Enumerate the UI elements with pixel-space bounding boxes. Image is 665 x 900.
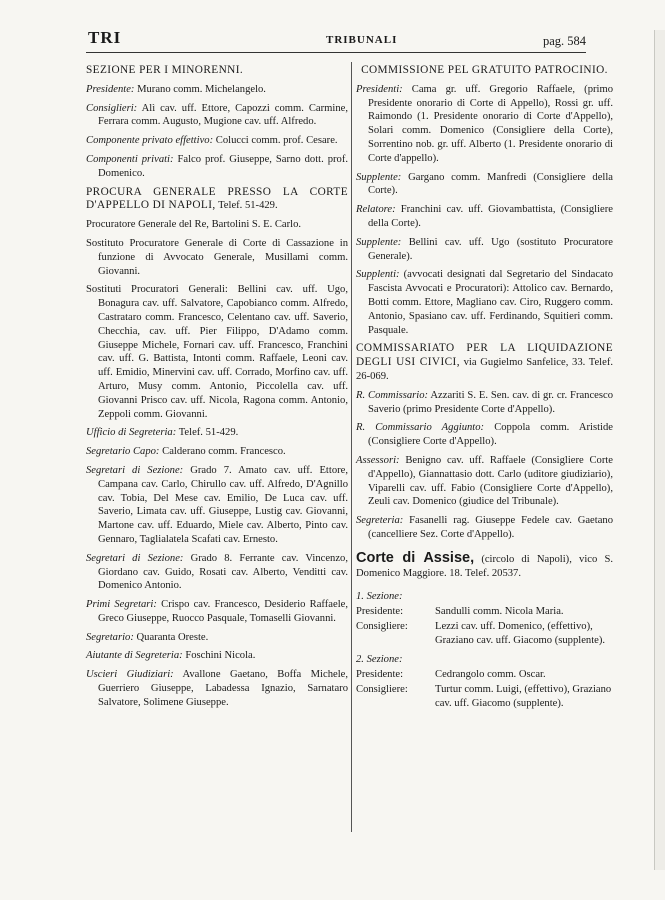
entry-presidente bbox=[86, 83, 348, 97]
section-address: (circolo di Napoli), vico S. Domenico Maggiore. 18. Telef. 20537. bbox=[356, 553, 613, 579]
section-telephone: Telef. 51-429. bbox=[218, 200, 278, 212]
right-column bbox=[356, 64, 613, 712]
entry-supplenti bbox=[356, 268, 613, 337]
entry-text: Cama gr. uff. Gregorio Raffaele, (primo Presidente onorario di Corte di Appello), Rossi gr. uff. Raimondo (1. Presidente onorario di Corte d'Appello), Solari comm. Domenico (Consigliere della Corte), Sorrentino nob. gr. uff. Alberto (1. Presidente onorario di Corte d'appello). bbox=[368, 83, 613, 164]
entry-label: Segretario: bbox=[86, 631, 134, 643]
entry-label: Supplente: bbox=[356, 171, 402, 183]
entry-label: Supplenti: bbox=[356, 269, 400, 281]
left-column bbox=[86, 64, 348, 715]
sez2-consigliere-row bbox=[356, 683, 613, 711]
section-corte-assise bbox=[356, 549, 613, 581]
row-label: Presidente: bbox=[356, 669, 404, 681]
entry-text: Bellini cav. uff. Ugo (sostituto Procuratore Generale). bbox=[368, 236, 613, 262]
entry-aiutante bbox=[86, 649, 348, 663]
entry-sostituti: Sostituti Procuratori Generali: Bellini cav. uff. Ugo, Bonagura cav. uff. Salvatore, Capobianco comm. Alfredo, Castrataro comm. Francesco, Celentano cav. uff. Saverio, Checchia, cav. uff. Pier Filippo, D'Adamo comm. Giuseppe Michele, Fornari cav. uff. Francesco, Franchini cav. uff. G. Battista, Intonti comm. Raffaele, Leoni cav. uff. Emidio, Minervini cav. uff. Corrado, Morfino cav. uff. Arturo, Musy comm. Antonio, Piccolella cav. uff. Giovanni Prisco cav. uff. Nicola, Ragona comm. Antonio, Zeppoli comm. Giovanni. bbox=[86, 284, 348, 420]
entry-label: Uscieri Giudiziari: bbox=[86, 669, 174, 681]
entry-consiglieri bbox=[86, 102, 348, 130]
entry-label: Relatore: bbox=[356, 204, 396, 216]
entry-text: Telef. 51-429. bbox=[178, 427, 239, 439]
entry-label: Componenti privati: bbox=[86, 153, 174, 165]
entry-label: Assessori: bbox=[356, 454, 400, 466]
section-title: COMMISSARIATO PER LA LIQUIDAZIONE DEGLI USI CIVICI, bbox=[356, 342, 613, 369]
entry-presidenti bbox=[356, 83, 613, 166]
sez2-presidente-row bbox=[356, 668, 613, 682]
entry-text: Avallone Gaetano, Boffa Michele, Guerriero Giuseppe, Labadessa Ignazio, Sarnataro Salvatore, Solimene Giuseppe. bbox=[98, 669, 348, 708]
row-label: Consigliere: bbox=[356, 684, 408, 696]
sezione-2-heading: 2. Sezione: bbox=[356, 654, 403, 666]
entry-supplente bbox=[356, 171, 613, 199]
entry-assessori bbox=[356, 454, 613, 509]
entry-segretari-sezione-8 bbox=[86, 552, 348, 593]
entry-label: Segreteria: bbox=[356, 515, 404, 527]
column-divider bbox=[351, 62, 352, 832]
entry-text: Franchini cav. uff. Giovambattista, (Consigliere della Corte). bbox=[368, 204, 613, 229]
entry-uscieri bbox=[86, 668, 348, 709]
entry-text: Alì cav. uff. Ettore, Capozzi comm. Carmine, Ferrara comm. Augusto, Mugione cav. uff. Alfredo. bbox=[98, 102, 348, 128]
section-address: via Gugielmo Sanfelice, 33. Telef. 26-069. bbox=[356, 357, 614, 382]
entry-relatore bbox=[356, 203, 613, 231]
entry-text: Benigno cav. uff. Raffaele (Consigliere Corte d'Appello), Giannattasio dott. Carlo (uditore giudiziario), Viparelli cav. uff. Fabio (Consigliere Corte d'Appello), Zeuli cav. Domenico (giudice del Tribunale). bbox=[368, 454, 613, 508]
entry-label: Segretari di Sezione: bbox=[86, 464, 184, 476]
entry-text: Crispo cav. Francesco, Desiderio Raffaele, Greco Giuseppe, Ruocco Pasquale, Tomaselli Giovanni. bbox=[98, 599, 348, 624]
sez1-consigliere-row bbox=[356, 620, 613, 648]
entry-label: Ufficio di Segreteria: bbox=[86, 427, 177, 439]
entry-text: (avvocati designati dal Segretario del Sindacato Fascista Avvocati e Procuratori): Attolico cav. Bernardo, Botti comm. Ettore, Magliano cav. Ciro, Ruggero comm. Antonio, Spasiano cav. uff. Ferdinando, Squitieri comm. Pasquale. bbox=[368, 269, 614, 336]
entry-label: Presidenti: bbox=[356, 83, 403, 95]
entry-r-commissario bbox=[356, 389, 613, 417]
entry-commissario-aggiunto bbox=[356, 421, 613, 449]
entry-segreteria bbox=[356, 514, 613, 542]
section-title-commissariato bbox=[356, 342, 613, 383]
entry-label: Componente privato effettivo: bbox=[86, 135, 214, 147]
entry-text: Calderano comm. Francesco. bbox=[162, 446, 286, 458]
section-title: Corte di Assise, bbox=[356, 549, 475, 566]
entry-label: Presidente: bbox=[86, 83, 135, 95]
sez1-presidente-row bbox=[356, 605, 613, 619]
entry-text: Gargano comm. Manfredi (Consigliere della Corte). bbox=[368, 171, 613, 197]
entry-text: Azzariti S. E. Sen. cav. di gr. cr. Francesco Saverio (primo Presidente Corte d'Appello). bbox=[368, 389, 613, 415]
entry-label: Segretario Capo: bbox=[86, 446, 160, 458]
header-section-tag: TRI bbox=[88, 28, 122, 47]
section-title: PROCURA GENERALE PRESSO LA CORTE D'APPELLO DI NAPOLI, bbox=[86, 185, 348, 212]
entry-segretari-sezione-7 bbox=[86, 464, 348, 547]
entry-supplente-2 bbox=[356, 236, 613, 264]
row-label: Consigliere: bbox=[356, 620, 408, 632]
entry-text: Foschini Nicola. bbox=[185, 650, 256, 662]
sezione-1-heading: 1. Sezione: bbox=[356, 591, 403, 603]
entry-text: Grado 8. Ferrante cav. Vincenzo, Giordano cav. Guido, Rosati cav. Alberto, Venditti cav. Domenico Antonio. bbox=[98, 552, 348, 592]
entry-ufficio-segreteria bbox=[86, 426, 348, 440]
entry-text: Colucci comm. prof. Cesare. bbox=[215, 135, 338, 147]
entry-procuratore: Procuratore Generale del Re, Bartolini S. E. Carlo. bbox=[86, 219, 302, 231]
row-value: Cedrangolo comm. Oscar. bbox=[435, 669, 546, 681]
page-number: pag. 584 bbox=[542, 34, 586, 48]
running-header bbox=[86, 26, 586, 53]
section-title-commissione: COMMISSIONE PEL GRATUITO PATROCINIO. bbox=[361, 64, 608, 76]
row-label: Presidente: bbox=[356, 606, 404, 618]
row-value: Lezzi cav. uff. Domenico, (effettivo), Graziano cav. uff. Giacomo (supplente). bbox=[435, 620, 606, 646]
row-value: Turtur comm. Luigi, (effettivo), Graziano cav. uff. Giacomo (supplente). bbox=[435, 684, 612, 709]
entry-primi-segretari bbox=[86, 598, 348, 626]
entry-text: Falco prof. Giuseppe, Sarno dott. prof. Domenico. bbox=[98, 153, 348, 179]
entry-label: Supplente: bbox=[356, 236, 402, 248]
entry-segretario bbox=[86, 631, 348, 645]
entry-sostituto: Sostituto Procuratore Generale di Corte di Cassazione in funzione di Avvocato Generale, Musillami comm. Giovanni. bbox=[86, 237, 348, 277]
entry-label: R. Commissario Aggiunto: bbox=[356, 422, 485, 434]
entry-segretario-capo bbox=[86, 445, 348, 459]
section-title-minorenni: SEZIONE PER I MINORENNI. bbox=[86, 64, 244, 76]
entry-label: Segretari di Sezione: bbox=[86, 552, 184, 564]
entry-label: Consiglieri: bbox=[86, 102, 138, 114]
section-title-procura bbox=[86, 186, 348, 214]
entry-text: Grado 7. Amato cav. uff. Ettore, Campana cav. Carlo, Chirullo cav. uff. Alfredo, D'Agnillo cav. Tobia, Del Mese cav. Emilio, De Luca cav. uff. Saverio, Limata cav. uff. Giuseppe, Lustig cav. Giovanni, Martone cav. uff. Eduardo, Miele cav. Alberto, Pinto cav. Gennaro, Taglialatela Scafati cav. Ernesto. bbox=[98, 464, 348, 545]
adjacent-page-edge bbox=[654, 30, 665, 870]
entry-label: R. Commissario: bbox=[356, 389, 429, 401]
entry-text: Fasanelli rag. Giuseppe Fedele cav. Gaetano (cancelliere Sez. Corte d'Appello). bbox=[368, 515, 613, 540]
header-title: TRIBUNALI bbox=[326, 34, 398, 46]
entry-componente-effettivo bbox=[86, 134, 348, 148]
entry-componenti-privati bbox=[86, 153, 348, 181]
entry-label: Aiutante di Segreteria: bbox=[86, 650, 183, 662]
entry-label: Primi Segretari: bbox=[86, 599, 157, 611]
entry-text: Murano comm. Michelangelo. bbox=[137, 83, 266, 95]
entry-text: Quaranta Oreste. bbox=[136, 631, 209, 643]
entry-text: Coppola comm. Aristide (Consigliere Corte d'Appello). bbox=[368, 422, 613, 448]
row-value: Sandulli comm. Nicola Maria. bbox=[435, 606, 564, 618]
